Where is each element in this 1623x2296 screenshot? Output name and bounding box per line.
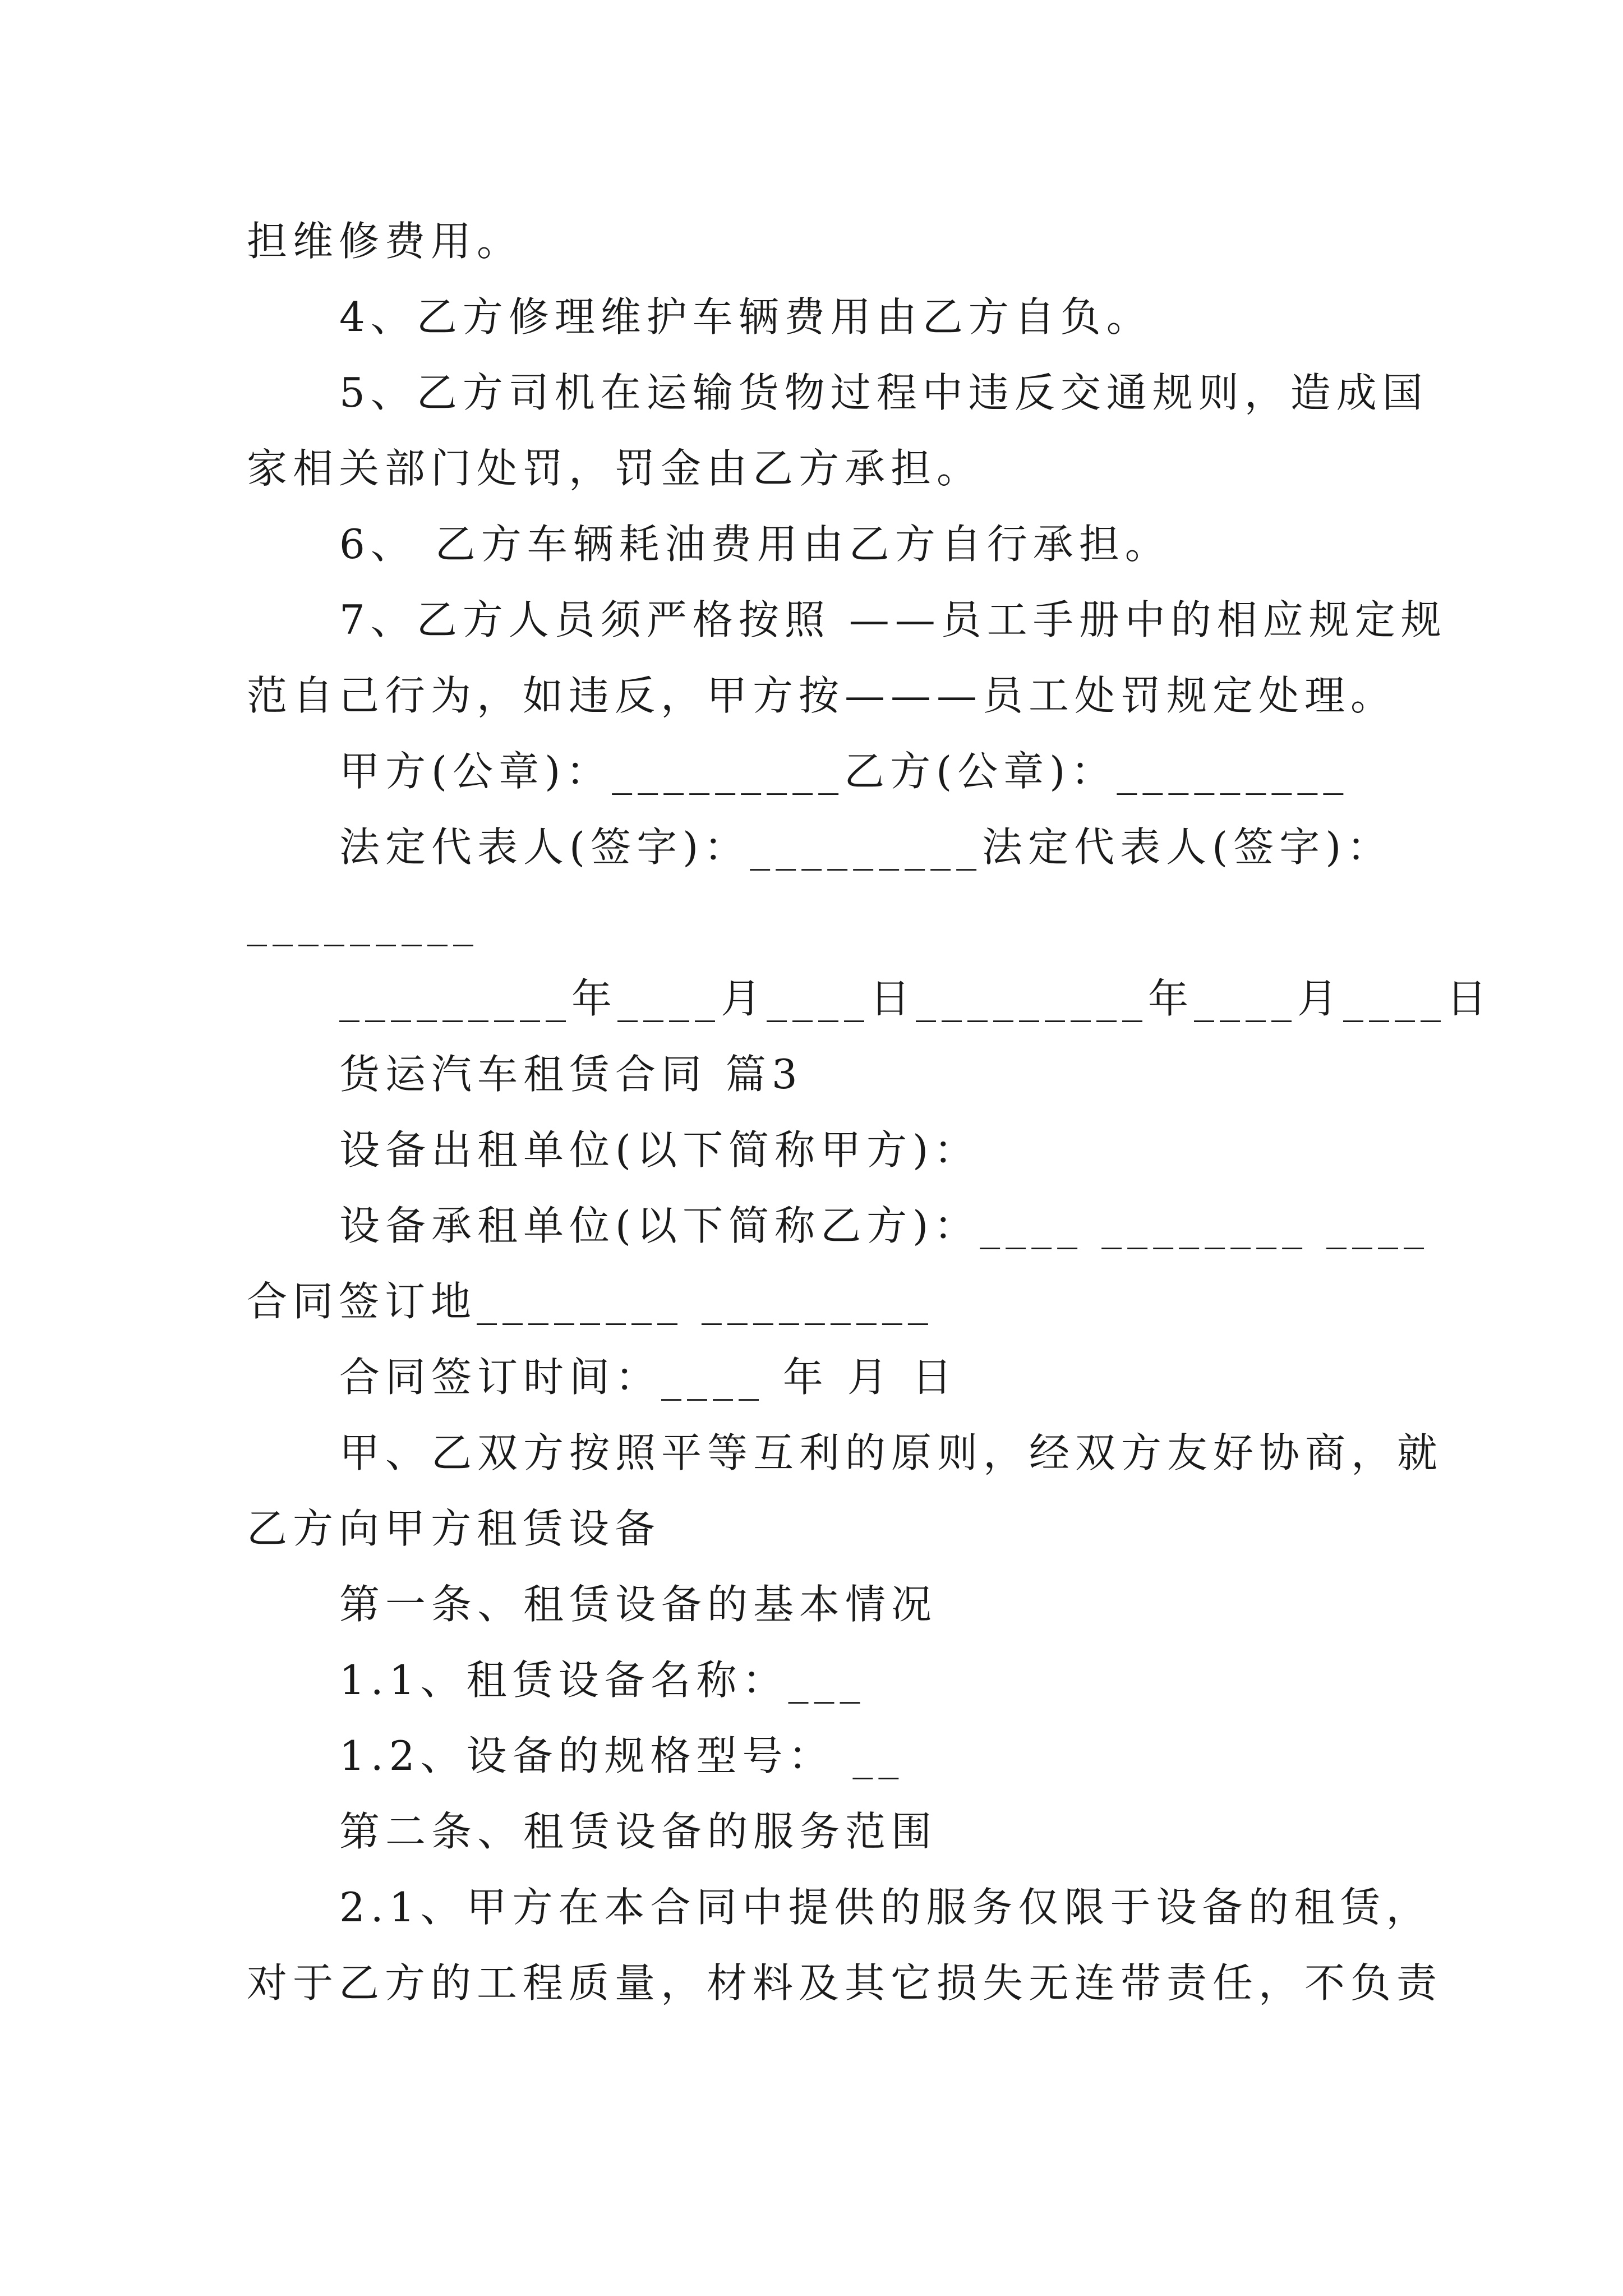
text-line: 对于乙方的工程质量，材料及其它损失无连带责任，不负责 — [247, 1959, 1443, 2007]
text-line: 1.2、设备的规格型号： __ — [339, 1732, 905, 1779]
text-line: 设备承租单位(以下简称乙方)：____ ________ ____ — [339, 1202, 1430, 1249]
text-line: 甲、乙双方按照平等互利的原则，经双方友好协商，就 — [339, 1429, 1444, 1476]
signature-line-seal: 甲方(公章)：_________乙方(公章)：_________ — [339, 748, 1349, 795]
text-line: 6、 乙方车辆耗油费用由乙方自行承担。 — [339, 521, 1171, 568]
text-line: 7、乙方人员须严格按照 ——员工手册中的相应规定规 — [339, 596, 1447, 643]
text-line: 乙方向甲方租赁设备 — [247, 1505, 661, 1552]
text-line: 合同签订时间：____ 年 月 日 — [339, 1354, 958, 1401]
text-line: 5、乙方司机在运输货物过程中违反交通规则，造成国 — [339, 369, 1428, 416]
text-line: 1.1、租赁设备名称：___ — [339, 1657, 866, 1704]
article-heading: 第一条、租赁设备的基本情况 — [339, 1581, 938, 1628]
signature-line-representative: 法定代表人(签字)：_________法定代表人(签字)： — [339, 823, 1393, 871]
article-heading: 第二条、租赁设备的服务范围 — [339, 1808, 938, 1855]
text-line: 设备出租单位(以下简称甲方)： — [339, 1126, 980, 1174]
text-line: 担维修费用。 — [247, 218, 523, 265]
text-line: 家相关部门处罚，罚金由乙方承担。 — [247, 445, 983, 492]
text-line: 4、乙方修理维护车辆费用由乙方自负。 — [339, 293, 1152, 341]
signature-blank: _________ — [247, 899, 479, 946]
section-title: 货运汽车租赁合同 篇3 — [339, 1051, 803, 1098]
text-line: 合同签订地________ _________ — [247, 1278, 934, 1325]
text-line: 范自己行为，如违反，甲方按———员工处罚规定处理。 — [247, 672, 1397, 719]
date-line: _________年____月____日_________年____月____日 — [339, 975, 1492, 1022]
text-line: 2.1、甲方在本合同中提供的服务仅限于设备的租赁， — [339, 1884, 1432, 1931]
